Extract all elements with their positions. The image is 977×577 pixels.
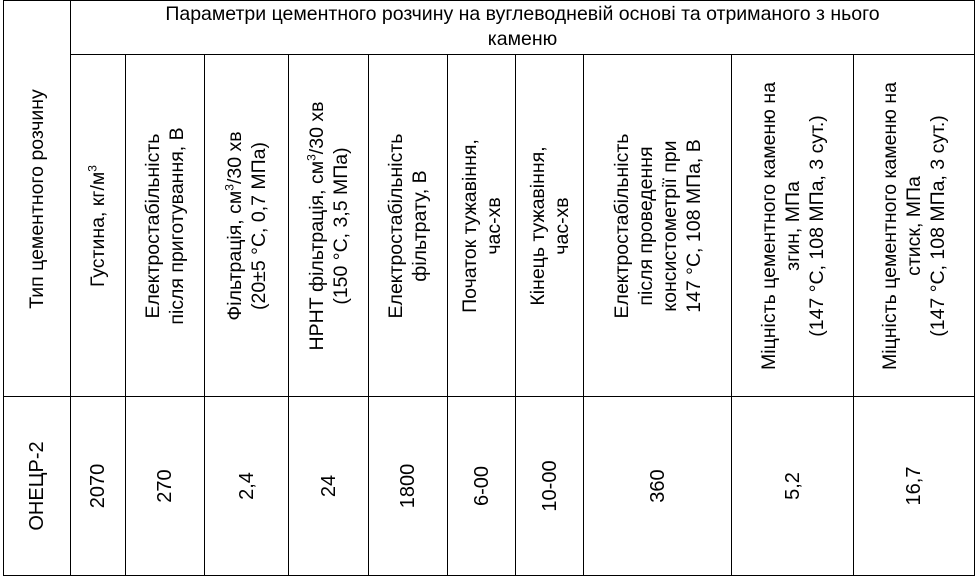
- header-superscript: 3: [85, 164, 100, 172]
- column-header-electrostability-filtrate: [369, 55, 447, 396]
- header-text: час-хв: [550, 196, 573, 255]
- column-header-density: [71, 55, 125, 396]
- header-text: Міцність цементного каменю на: [879, 81, 901, 370]
- column-header-setting-start: [448, 55, 515, 396]
- cell-value: 5,2: [781, 472, 804, 500]
- value-cell-compressive-strength: [854, 397, 974, 575]
- group-header-line: каменю: [487, 28, 558, 50]
- header-text: /30 хв: [223, 130, 246, 184]
- header-text: Початок тужавіння,: [458, 138, 481, 313]
- value-cell-bending-strength: [732, 397, 853, 575]
- column-header-hpht-filtration: [289, 55, 368, 396]
- header-text: після проведення: [634, 145, 657, 306]
- header-text: Електростабільність: [142, 133, 164, 318]
- row-type-cell: [4, 397, 70, 575]
- value-cell-electrostability-prep: [126, 397, 204, 575]
- column-header-filtration: [205, 55, 288, 396]
- header-text: Міцність цементного каменю на: [757, 81, 780, 370]
- column-header-electrostability-prep: [126, 55, 204, 396]
- header-text: час-хв: [482, 196, 505, 255]
- header-text: (150 °С, 3,5 МПа): [329, 146, 352, 305]
- value-cell-electrostability-consistometry: [584, 397, 731, 575]
- value-cell-hpht-filtration: [289, 397, 368, 575]
- header-text: фільтрату, В: [409, 169, 431, 282]
- header-text: Електростабільність: [610, 133, 633, 318]
- header-text: (147 °С, 108 МПа, 3 сут.): [805, 114, 828, 337]
- value-cell-density: [71, 397, 125, 575]
- header-text: Кінець тужавіння,: [526, 145, 549, 306]
- header-text: консистометрії при: [658, 139, 681, 312]
- cell-value: 1800: [397, 463, 419, 509]
- column-header-compressive-strength: [854, 55, 974, 396]
- cell-value: 2,4: [235, 472, 258, 500]
- value-cell-electrostability-filtrate: [369, 397, 447, 575]
- row-header-cell: [4, 1, 70, 396]
- table-border-top: [3, 0, 975, 1]
- group-header-line: Параметри цементного розчину на вуглеводневій основі та отриманого з нього: [165, 3, 880, 25]
- header-superscript: 3: [304, 153, 318, 161]
- column-header-electrostability-consistometry: [584, 55, 731, 396]
- header-text: згин, МПа: [781, 180, 804, 271]
- header-text: Електростабільність: [385, 133, 407, 318]
- table-border-right: [974, 0, 975, 576]
- header-superscript: 3: [222, 183, 236, 191]
- header-text: Фільтрація, см: [223, 190, 246, 321]
- value-cell-setting-start: [448, 397, 515, 575]
- header-text: /30 хв: [305, 101, 328, 154]
- header-text: (147 °С, 108 МПа, 3 сут.): [927, 114, 949, 337]
- cell-value: 2070: [87, 463, 109, 509]
- cell-value: 360: [646, 469, 669, 503]
- cell-value: 24: [317, 474, 340, 498]
- column-header-setting-end: [516, 55, 583, 396]
- value-cell-setting-end: [516, 397, 583, 575]
- cell-value: 10-00: [538, 460, 561, 512]
- value-cell-filtration: [205, 397, 288, 575]
- cell-value: 270: [154, 469, 176, 503]
- header-text: 147 °С, 108 МПа, В: [682, 138, 705, 313]
- row-header-label: Тип цементного розчину: [26, 88, 48, 309]
- table-border-bottom: [3, 575, 975, 576]
- header-text: (20±5 °С, 0,7 МПа): [247, 141, 270, 310]
- header-text: НРНТ фільтрація, см: [305, 160, 328, 350]
- row-type-label: ОНЕЦР-2: [26, 441, 48, 531]
- group-header: [70, 2, 975, 54]
- cell-value: 6-00: [470, 465, 493, 507]
- cell-value: 16,7: [903, 466, 925, 506]
- header-text: після приготування, В: [166, 126, 188, 325]
- column-header-bending-strength: [732, 55, 853, 396]
- header-text: стиск, МПа: [903, 175, 925, 276]
- header-text: Густина, кг/м: [87, 171, 109, 287]
